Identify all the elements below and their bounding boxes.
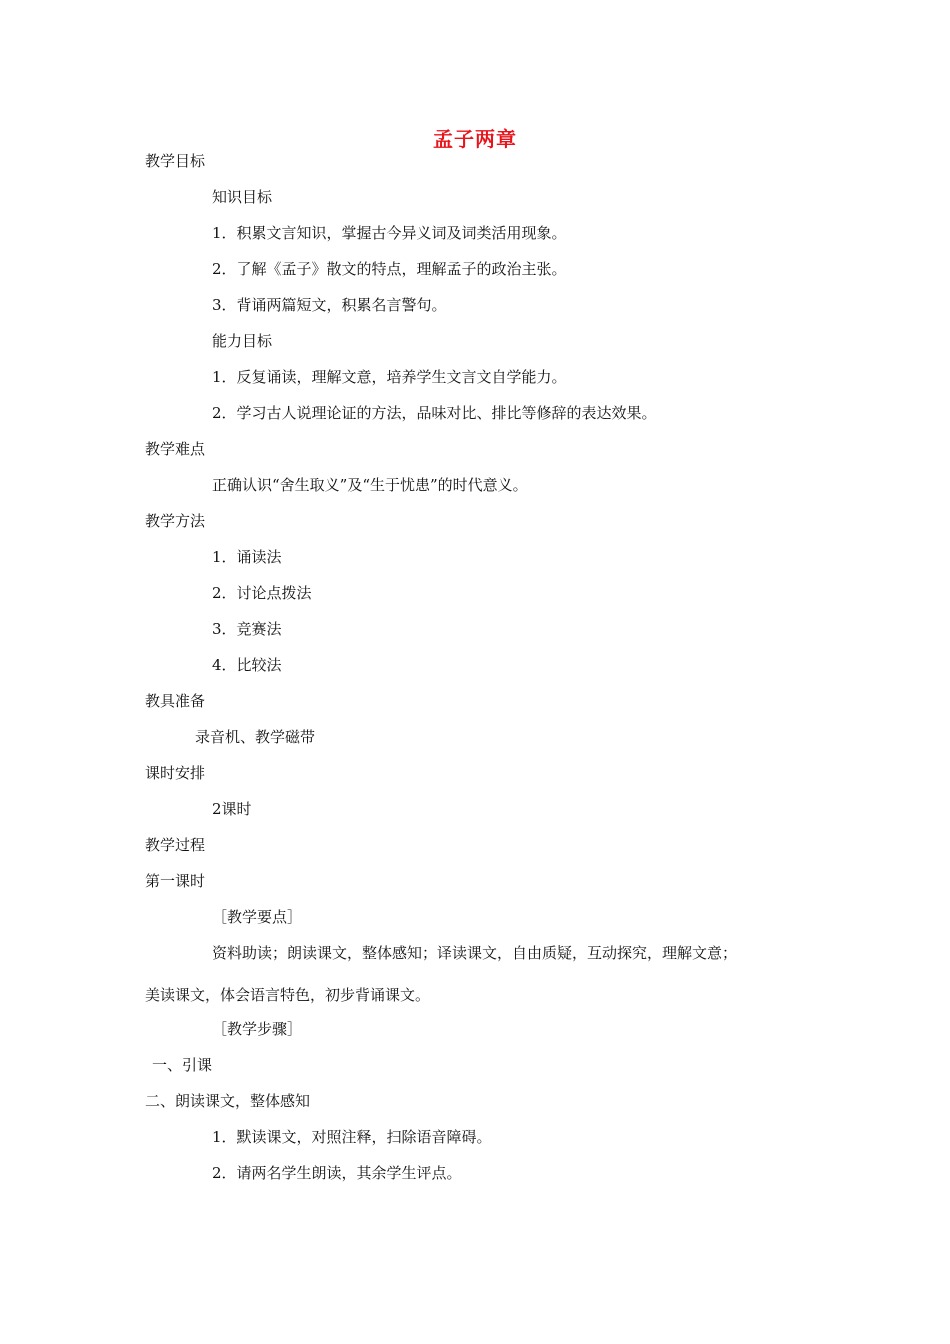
paragraph: 正确认识“舍生取义”及“生于忧患”的时代意义。 <box>212 476 528 494</box>
list-item: 1．诵读法 <box>212 548 282 566</box>
subheading-knowledge-goals: 知识目标 <box>212 188 273 206</box>
paragraph: 录音机、教学磁带 <box>195 728 316 746</box>
list-item: 4．比较法 <box>212 656 282 674</box>
section-heading-schedule: 课时安排 <box>145 764 206 782</box>
list-item: 2．请两名学生朗读，其余学生评点。 <box>212 1164 462 1182</box>
step-heading: 一、引课 <box>152 1056 213 1074</box>
paragraph: 资料助读；朗读课文，整体感知；译读课文，自由质疑，互动探究，理解文意； <box>212 944 738 962</box>
subheading-steps: ［教学步骤］ <box>212 1020 303 1038</box>
list-item: 1．反复诵读，理解文意，培养学生文言文自学能力。 <box>212 368 567 386</box>
list-item: 2．了解《孟子》散文的特点，理解孟子的政治主张。 <box>212 260 567 278</box>
paragraph-continuation: 美读课文，体会语言特色，初步背诵课文。 <box>145 986 431 1004</box>
section-heading-tools: 教具准备 <box>145 692 206 710</box>
section-heading-methods: 教学方法 <box>145 512 206 530</box>
list-item: 3．竞赛法 <box>212 620 282 638</box>
list-item: 1．积累文言知识，掌握古今异义词及词类活用现象。 <box>212 224 567 242</box>
document-title: 孟子两章 <box>433 127 517 151</box>
list-item: 3．背诵两篇短文，积累名言警句。 <box>212 296 447 314</box>
section-heading-teaching-goals: 教学目标 <box>145 152 206 170</box>
subheading-key-points: ［教学要点］ <box>212 908 303 926</box>
step-heading: 二、朗读课文，整体感知 <box>145 1092 311 1110</box>
section-heading-first-lesson: 第一课时 <box>145 872 206 890</box>
list-item: 2．学习古人说理论证的方法，品味对比、排比等修辞的表达效果。 <box>212 404 657 422</box>
paragraph: 2课时 <box>212 800 252 818</box>
subheading-ability-goals: 能力目标 <box>212 332 273 350</box>
section-heading-difficulties: 教学难点 <box>145 440 206 458</box>
list-item: 2．讨论点拨法 <box>212 584 312 602</box>
list-item: 1．默读课文，对照注释，扫除语音障碍。 <box>212 1128 492 1146</box>
section-heading-process: 教学过程 <box>145 836 206 854</box>
